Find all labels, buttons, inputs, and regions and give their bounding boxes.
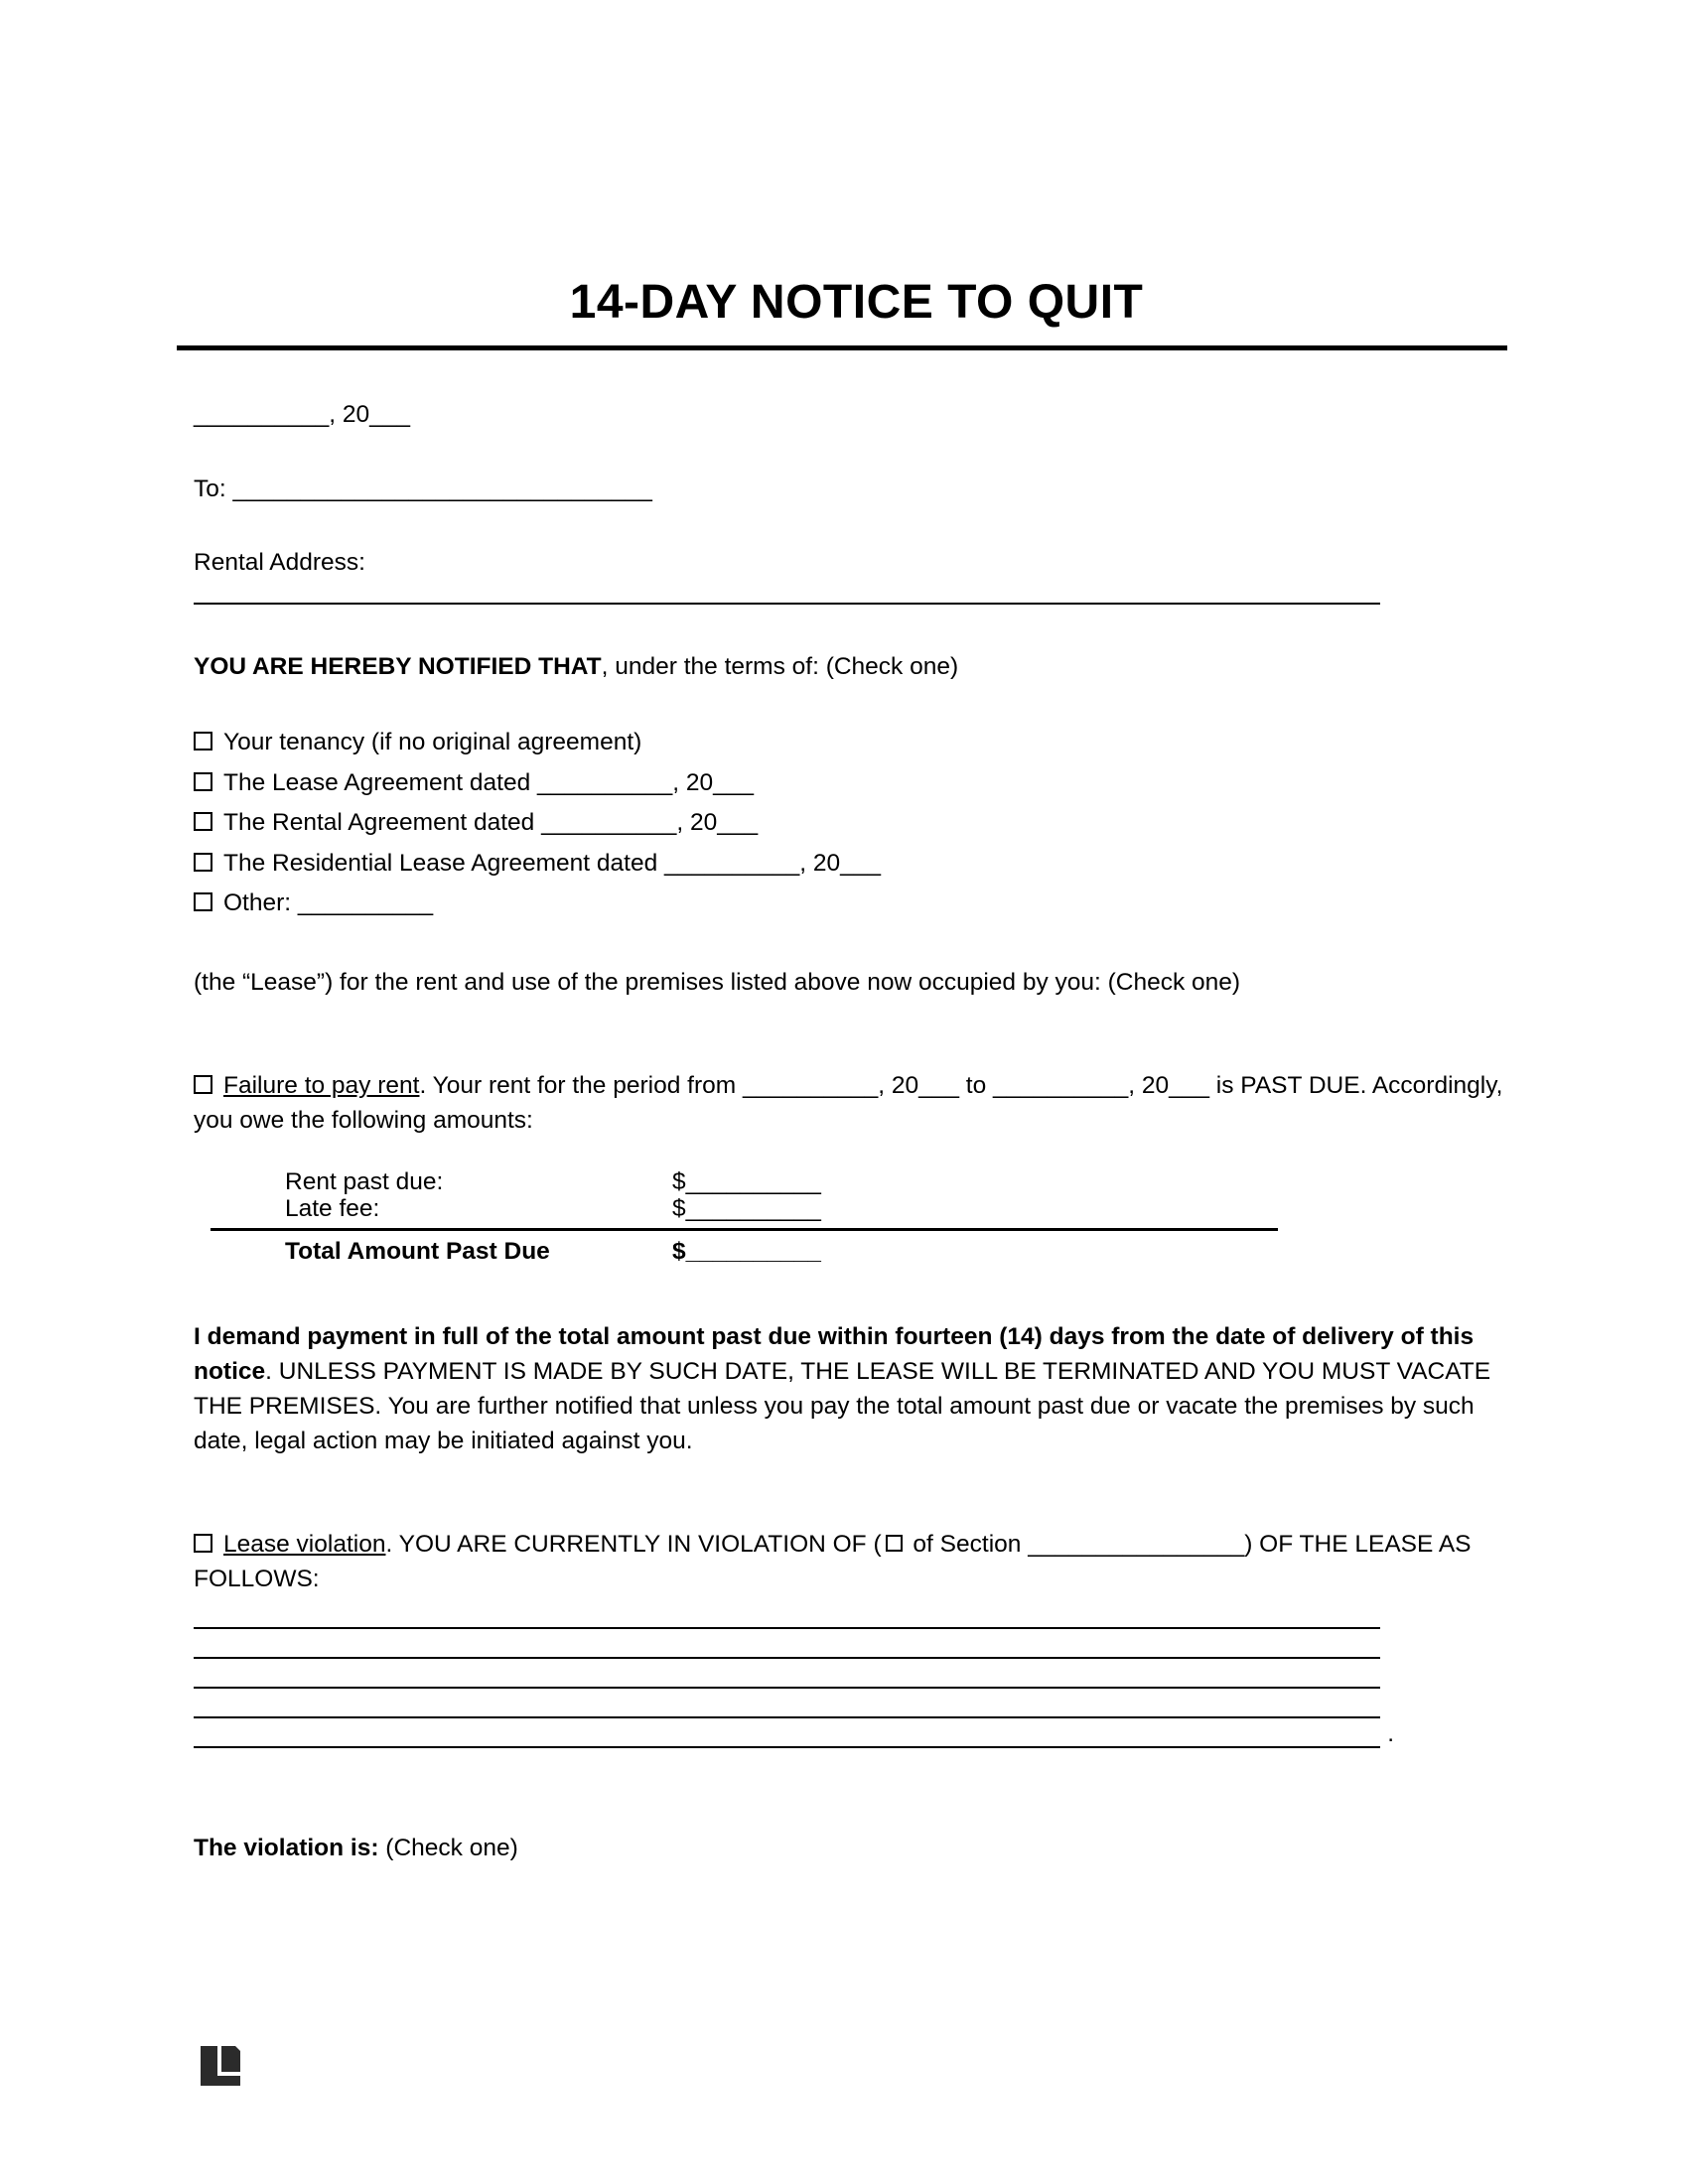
checklist-item-rental-agreement[interactable] xyxy=(194,811,1509,836)
checklist-item-label: The Lease Agreement dated __________, 20___ xyxy=(223,768,754,796)
agreement-type-checklist xyxy=(194,731,1509,916)
lease-violation-text-1: . YOU ARE CURRENTLY IN VIOLATION OF ( xyxy=(385,1531,882,1559)
checklist-item-label: Your tenancy (if no original agreement) xyxy=(223,729,642,756)
table-total-divider xyxy=(211,1228,1278,1231)
recipient-field-line[interactable]: To: _______________________________ xyxy=(194,475,652,502)
document-content xyxy=(194,0,1509,1866)
checkbox-icon[interactable] xyxy=(194,732,212,751)
checklist-item-residential-lease-agreement[interactable] xyxy=(194,849,1509,877)
late-fee-value[interactable]: $__________ xyxy=(672,1195,821,1223)
date-field-line[interactable]: __________, 20___ xyxy=(194,401,410,429)
total-amount-label: Total Amount Past Due xyxy=(285,1237,550,1265)
title-block xyxy=(194,0,1509,350)
page-title: 14-DAY NOTICE TO QUIT xyxy=(569,276,1144,329)
checklist-item-label: Other: __________ xyxy=(223,889,434,917)
checklist-item-tenancy[interactable] xyxy=(194,731,1509,755)
checkbox-icon[interactable] xyxy=(194,1534,212,1553)
checklist-item-lease-agreement[interactable] xyxy=(194,768,1509,796)
write-in-line[interactable] xyxy=(194,1627,1380,1629)
late-fee-label: Late fee: xyxy=(285,1195,380,1223)
demand-payment-rest: . UNLESS PAYMENT IS MADE BY SUCH DATE, THE LEASE WILL BE TERMINATED AND YOU MUST VACATE THE PREMISES. You are further notified that unless you pay the total amount past due or vacate the premises by such date, legal action may be initiated against you. xyxy=(194,1357,1491,1454)
checklist-item-label: The Rental Agreement dated __________, 20___ xyxy=(223,809,759,837)
table-row-total xyxy=(285,1238,1357,1265)
notified-statement xyxy=(194,650,1509,685)
logo-icon xyxy=(201,2046,240,2086)
violation-type-prompt xyxy=(194,1832,1509,1866)
checkbox-icon[interactable] xyxy=(194,853,212,872)
write-in-line[interactable] xyxy=(194,1687,1380,1689)
table-row xyxy=(285,1168,1357,1195)
failure-to-pay-rent-section[interactable] xyxy=(194,1069,1509,1139)
checklist-item-label: The Residential Lease Agreement dated __________, 20___ xyxy=(223,849,882,877)
demand-payment-bold: I demand payment in full of the total amount past due within fourteen (14) days from the date of delivery of this notice xyxy=(194,1323,1475,1385)
failure-to-pay-rent-text: . Your rent for the period from __________, 20___ to __________, 20___ is PAST DUE. Accordingly, you owe the following amounts: xyxy=(194,1072,1503,1135)
table-row xyxy=(285,1195,1357,1222)
checkbox-icon[interactable] xyxy=(194,892,212,911)
write-in-line-last[interactable] xyxy=(194,1719,1394,1748)
notified-statement-rest: , under the terms of: (Check one) xyxy=(601,653,959,681)
checkbox-icon[interactable] xyxy=(194,812,212,831)
write-in-line[interactable] xyxy=(194,1657,1380,1659)
past-due-amounts-table xyxy=(285,1168,1357,1265)
legal-templates-logo xyxy=(201,2046,240,2086)
checkbox-icon[interactable] xyxy=(194,772,212,791)
checkbox-icon[interactable] xyxy=(886,1535,903,1552)
lease-violation-section[interactable] xyxy=(194,1528,1509,1597)
lease-definition-paragraph: (the “Lease”) for the rent and use of the premises listed above now occupied by you: (Check one) xyxy=(194,968,1241,996)
violation-description-lines xyxy=(194,1627,1509,1748)
trailing-period: . xyxy=(1387,1719,1394,1747)
lease-violation-label: Lease violation xyxy=(223,1531,386,1559)
notified-statement-bold: YOU ARE HEREBY NOTIFIED THAT xyxy=(194,653,602,681)
rental-address-label: Rental Address: xyxy=(194,549,365,577)
rent-past-due-value[interactable]: $__________ xyxy=(672,1167,821,1195)
violation-type-prompt-bold: The violation is: xyxy=(194,1834,379,1861)
rent-past-due-label: Rent past due: xyxy=(285,1167,444,1195)
violation-type-prompt-rest: (Check one) xyxy=(378,1834,518,1861)
checkbox-icon[interactable] xyxy=(194,1075,212,1094)
title-divider xyxy=(177,345,1507,350)
lease-violation-text-2: of Section ________________) OF THE LEASE AS FOLLOWS: xyxy=(194,1531,1472,1593)
demand-payment-paragraph xyxy=(194,1320,1509,1458)
checklist-item-other[interactable] xyxy=(194,891,1509,916)
failure-to-pay-rent-label: Failure to pay rent xyxy=(223,1072,420,1100)
write-in-line[interactable] xyxy=(194,1716,1380,1718)
total-amount-value[interactable]: $__________ xyxy=(672,1237,821,1265)
